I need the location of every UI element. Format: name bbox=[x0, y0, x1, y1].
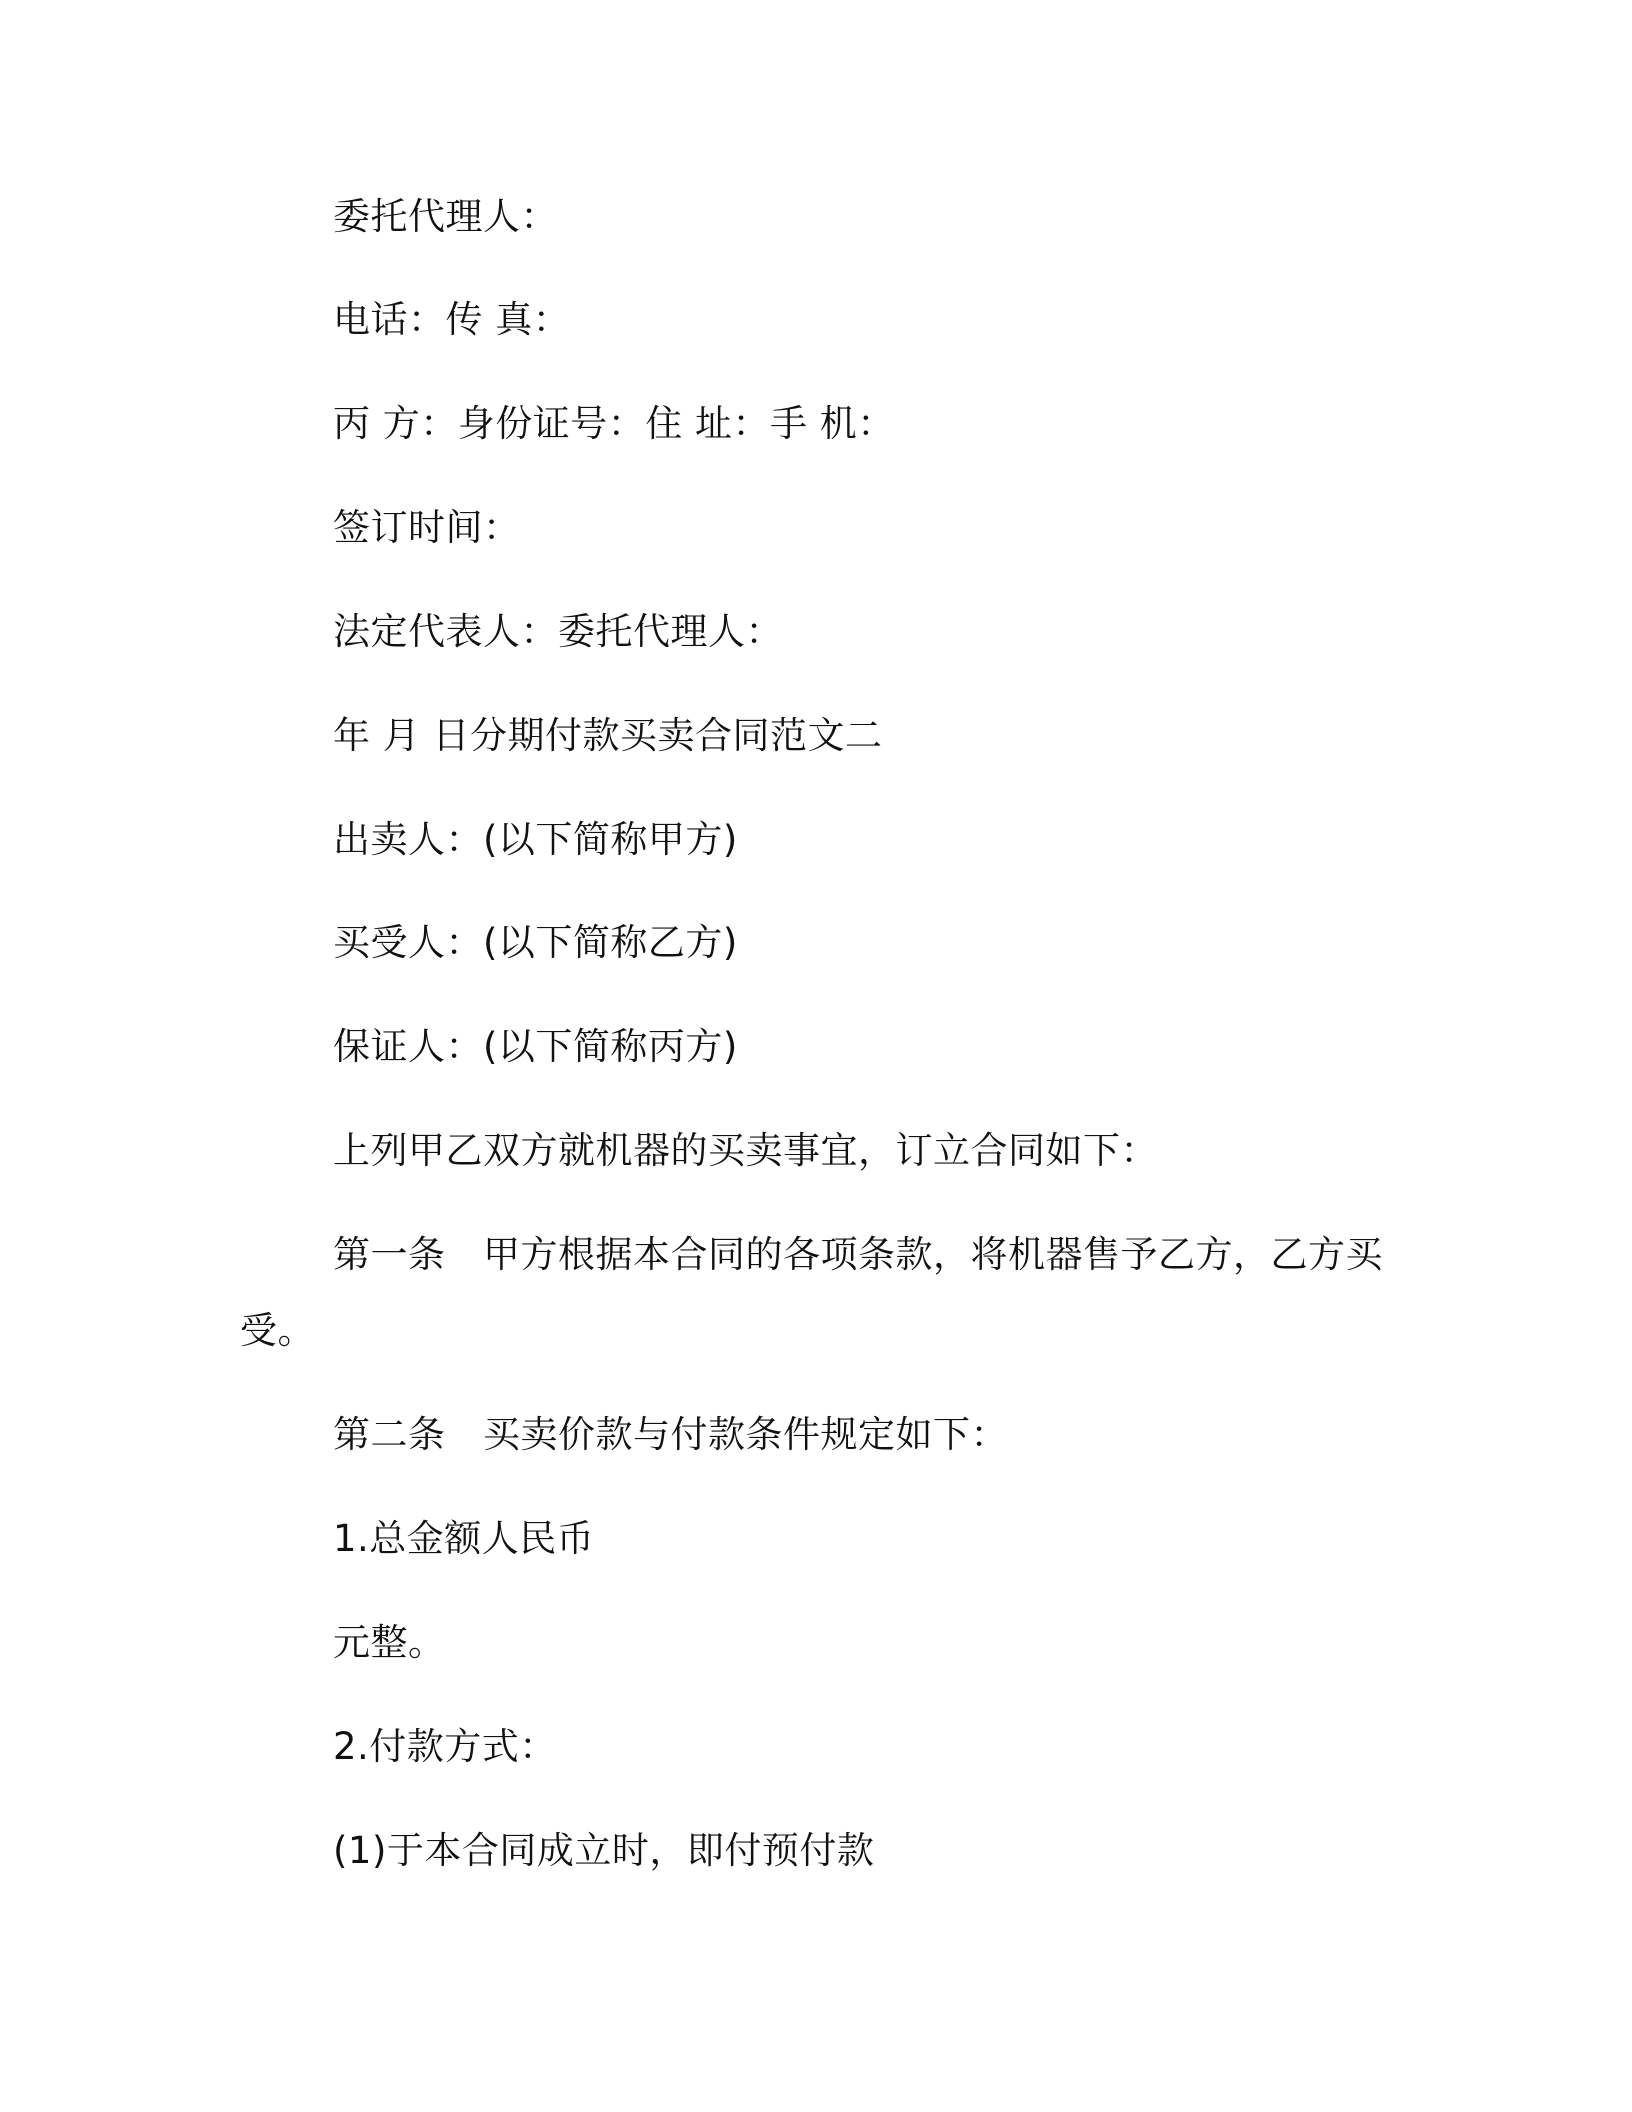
article-1-line-2: 受。 bbox=[240, 1309, 315, 1352]
date-and-section-title: 年 月 日分期付款买卖合同范文二 bbox=[333, 714, 883, 757]
prepayment-line: (1)于本合同成立时，即付预付款 bbox=[333, 1829, 875, 1872]
phone-fax-line: 电话：传 真： bbox=[333, 298, 571, 341]
entrusted-agent-line: 委托代理人： bbox=[333, 195, 558, 238]
preamble-paragraph: 上列甲乙双方就机器的买卖事宜，订立合同如下： bbox=[333, 1129, 1158, 1172]
seller-line: 出卖人：(以下简称甲方) bbox=[333, 818, 738, 861]
buyer-line: 买受人：(以下简称乙方) bbox=[333, 921, 738, 964]
signing-time-line: 签订时间： bbox=[333, 506, 521, 549]
article-2-heading: 第二条 买卖价款与付款条件规定如下： bbox=[333, 1413, 1008, 1456]
article-1-line-1: 第一条 甲方根据本合同的各项条款，将机器售予乙方，乙方买 bbox=[333, 1233, 1383, 1276]
guarantor-line: 保证人：(以下简称丙方) bbox=[333, 1025, 738, 1068]
party-c-info-line: 丙 方：身份证号：住 址：手 机： bbox=[333, 402, 895, 445]
legal-representative-line: 法定代表人：委托代理人： bbox=[333, 610, 783, 653]
payment-method-line: 2.付款方式： bbox=[333, 1725, 557, 1768]
amount-unit-line: 元整。 bbox=[333, 1621, 446, 1664]
total-amount-line: 1.总金额人民币 bbox=[333, 1517, 595, 1560]
